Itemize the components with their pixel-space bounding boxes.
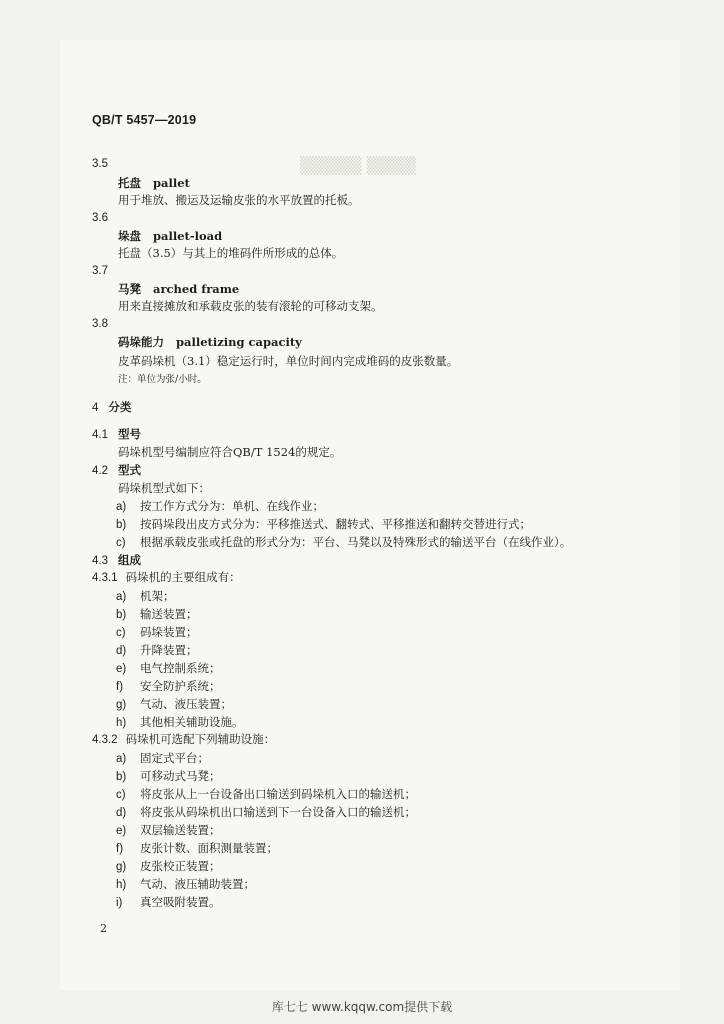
term-title: 马凳 arched frame [118,282,240,296]
term-title: 垛盘 pallet-load [118,229,223,243]
clause: 4.3.2 码垛机可选配下列辅助设施： [92,734,276,746]
list-item: f) 皮张计数、面积测量装置； [116,841,278,855]
list-item: c) 码垛装置； [116,625,198,639]
bleed-through-text: ▒▒▒▒▒ ▒▒▒▒ [300,156,416,175]
list-item: i) 真空吸附装置。 [116,895,221,909]
subsection-heading: 4.1 型号 [92,427,141,441]
page-number: 2 [100,922,107,935]
list-item: b) 输送装置； [116,607,198,621]
clause: 4.3.1 码垛机的主要组成有： [92,572,241,584]
list-item: d) 将皮张从码垛机出口输送到下一台设备入口的输送机； [116,805,416,819]
list-item: g) 皮张校正装置； [116,859,221,873]
list-item: c) 根据承载皮张或托盘的形式分为：平台、马凳以及特殊形式的输送平台（在线作业）。 [116,535,572,549]
term-definition: 托盘（3.5）与其上的堆码件所形成的总体。 [118,246,344,260]
download-footer: 库七七 www.kqqw.com提供下载 [271,1000,453,1014]
list-item: a) 固定式平台； [116,751,209,765]
term-note: 注：单位为张/小时。 [118,374,207,385]
list-item: h) 气动、液压辅助装置； [116,877,255,891]
subsection-heading: 4.2 型式 [92,463,141,477]
paragraph: 码垛机型式如下： [118,481,210,495]
list-item: a) 按工作方式分为：单机、在线作业； [116,499,324,513]
list-item: g) 气动、液压装置； [116,697,232,711]
subsection-heading: 4.3 组成 [92,553,141,567]
term-definition: 用于堆放、搬运及运输皮张的水平放置的托板。 [118,193,360,207]
term-definition: 皮革码垛机（3.1）稳定运行时，单位时间内完成堆码的皮张数量。 [118,354,459,368]
term-number: 3.5 [92,158,108,170]
term-definition: 用来直接摊放和承载皮张的装有滚轮的可移动支架。 [118,299,383,313]
term-number: 3.6 [92,212,108,224]
paragraph: 码垛机型号编制应符合QB/T 1524的规定。 [118,445,342,459]
list-item: b) 按码垛段出皮方式分为：平移推送式、翻转式、平移推送和翻转交替进行式； [116,517,531,531]
term-number: 3.7 [92,265,108,277]
list-item: c) 将皮张从上一台设备出口输送到码垛机入口的输送机； [116,787,416,801]
list-item: e) 双层输送装置； [116,823,221,837]
term-title: 码垛能力 palletizing capacity [118,335,302,349]
list-item: d) 升降装置； [116,643,198,657]
term-number: 3.8 [92,318,108,330]
list-item: b) 可移动式马凳； [116,769,221,783]
list-item: f) 安全防护系统； [116,679,221,693]
list-item: a) 机架； [116,589,175,603]
list-item: e) 电气控制系统； [116,661,221,675]
section-heading: 4 分类 [92,400,132,414]
document-header: QB/T 5457—2019 [92,113,197,127]
list-item: h) 其他相关辅助设施。 [116,715,244,729]
term-title: 托盘 pallet [118,176,190,190]
